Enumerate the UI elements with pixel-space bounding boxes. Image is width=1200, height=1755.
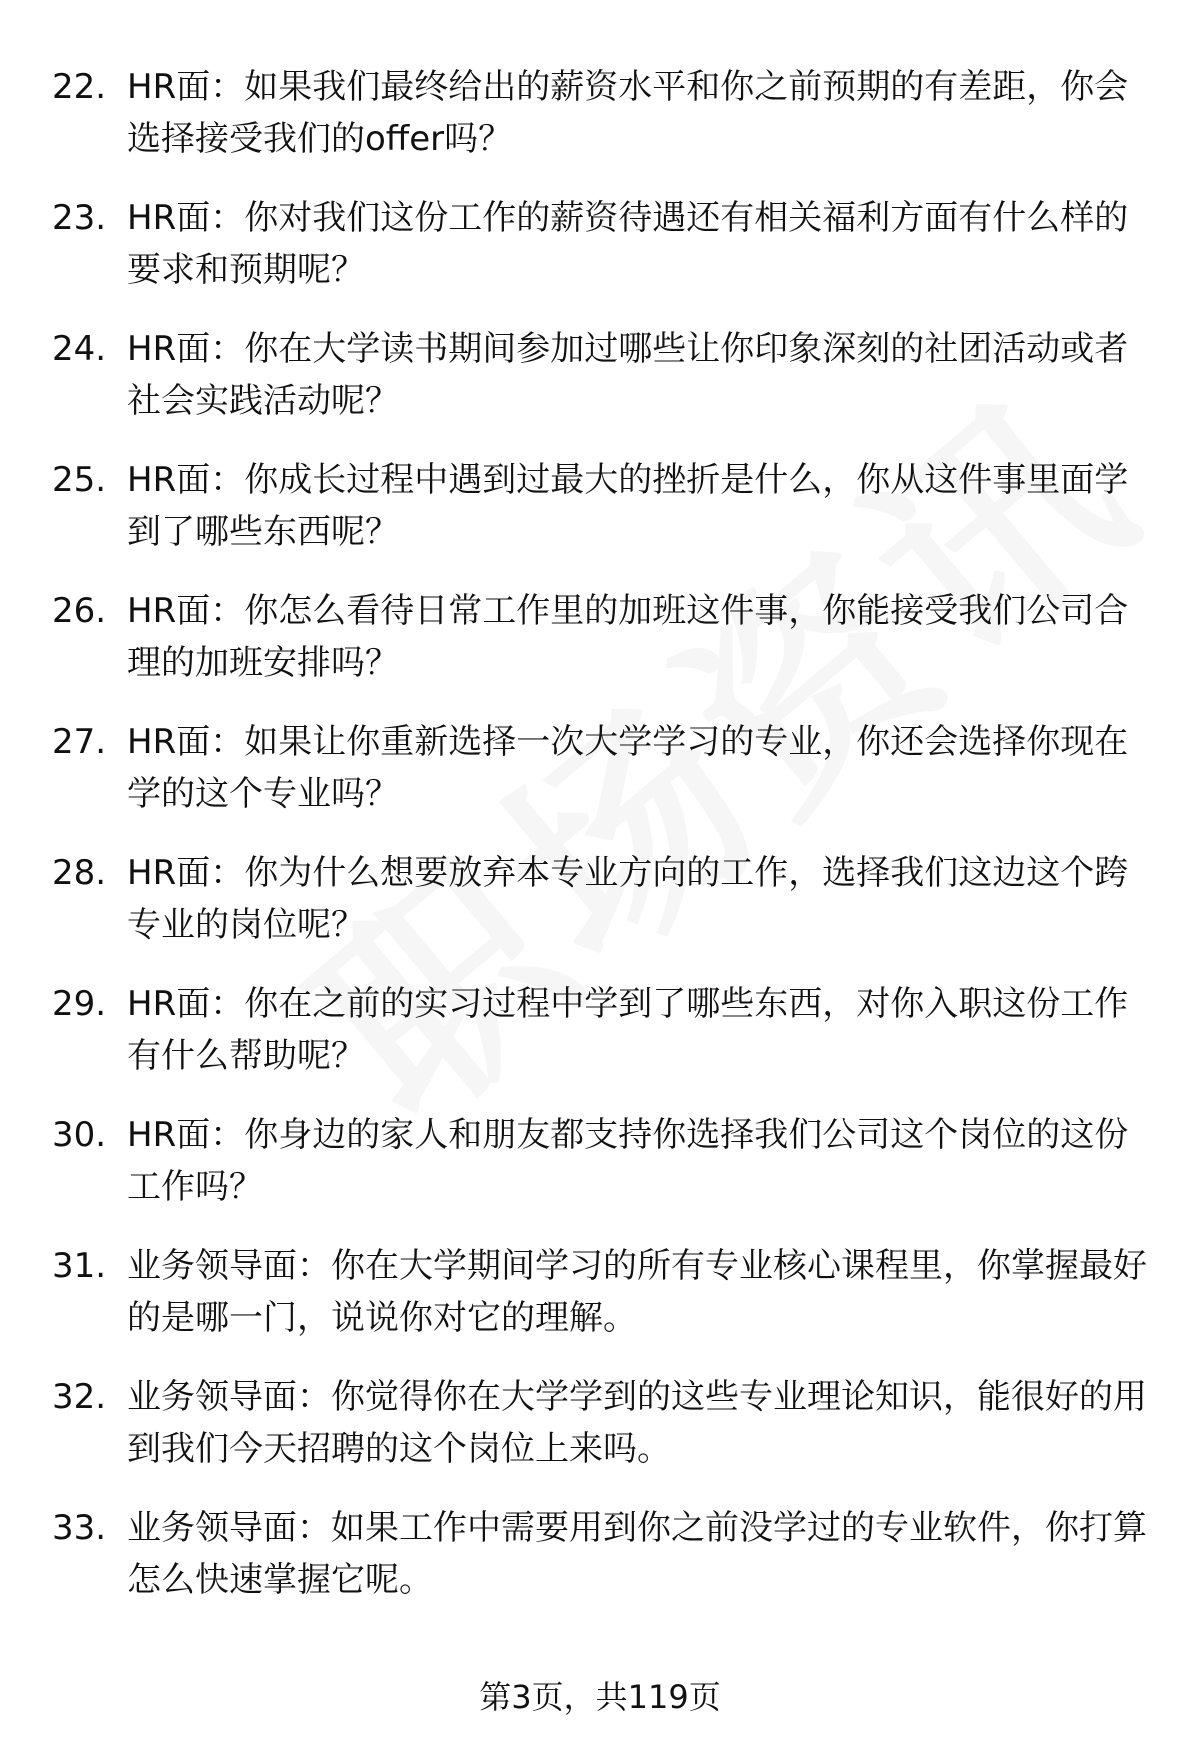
question-number: 27.	[52, 722, 107, 762]
list-item	[52, 978, 1162, 1109]
list-item	[52, 585, 1162, 716]
question-number: 24.	[52, 329, 107, 369]
question-number: 32.	[52, 1377, 107, 1417]
question-text: HR面：你在大学读书期间参加过哪些让你印象深刻的社团活动或者社会实践活动呢？	[127, 329, 1129, 421]
list-item	[52, 1371, 1162, 1502]
question-number: 28.	[52, 853, 107, 893]
question-number: 33.	[52, 1508, 107, 1548]
question-number: 29.	[52, 984, 107, 1024]
question-number: 31.	[52, 1246, 107, 1286]
question-number: 25.	[52, 460, 107, 500]
question-text: 业务领导面：你在大学期间学习的所有专业核心课程里，你掌握最好的是哪一门，说说你对它的理解。	[127, 1246, 1147, 1338]
list-item	[52, 1502, 1162, 1633]
question-text: HR面：你身边的家人和朋友都支持你选择我们公司这个岗位的这份工作吗？	[127, 1115, 1129, 1207]
question-text: HR面：如果我们最终给出的薪资水平和你之前预期的有差距，你会选择接受我们的offer吗？	[127, 67, 1129, 159]
question-text: HR面：你对我们这份工作的薪资待遇还有相关福利方面有什么样的要求和预期呢？	[127, 198, 1129, 290]
question-text: HR面：你成长过程中遇到过最大的挫折是什么，你从这件事里面学到了哪些东西呢？	[127, 460, 1129, 552]
list-item	[52, 716, 1162, 847]
question-number: 23.	[52, 198, 107, 238]
question-text: 业务领导面：如果工作中需要用到你之前没学过的专业软件，你打算怎么快速掌握它呢。	[127, 1508, 1147, 1600]
question-text: HR面：你为什么想要放弃本专业方向的工作，选择我们这边这个跨专业的岗位呢？	[127, 853, 1129, 945]
list-item	[52, 454, 1162, 585]
question-text: 业务领导面：你觉得你在大学学到的这些专业理论知识，能很好的用到我们今天招聘的这个岗位上来吗。	[127, 1377, 1147, 1469]
question-list	[52, 61, 1162, 1633]
list-item	[52, 847, 1162, 978]
question-number: 30.	[52, 1115, 107, 1155]
question-number: 26.	[52, 591, 107, 631]
question-text: HR面：你在之前的实习过程中学到了哪些东西，对你入职这份工作有什么帮助呢？	[127, 984, 1129, 1076]
list-item	[52, 1240, 1162, 1371]
question-text: HR面：你怎么看待日常工作里的加班这件事，你能接受我们公司合理的加班安排吗？	[127, 591, 1129, 683]
list-item	[52, 1109, 1162, 1240]
list-item	[52, 323, 1162, 454]
list-item	[52, 192, 1162, 323]
list-item	[52, 61, 1162, 192]
page-footer: 第3页，共119页	[479, 1678, 721, 1716]
question-number: 22.	[52, 67, 107, 107]
question-text: HR面：如果让你重新选择一次大学学习的专业，你还会选择你现在学的这个专业吗？	[127, 722, 1129, 814]
